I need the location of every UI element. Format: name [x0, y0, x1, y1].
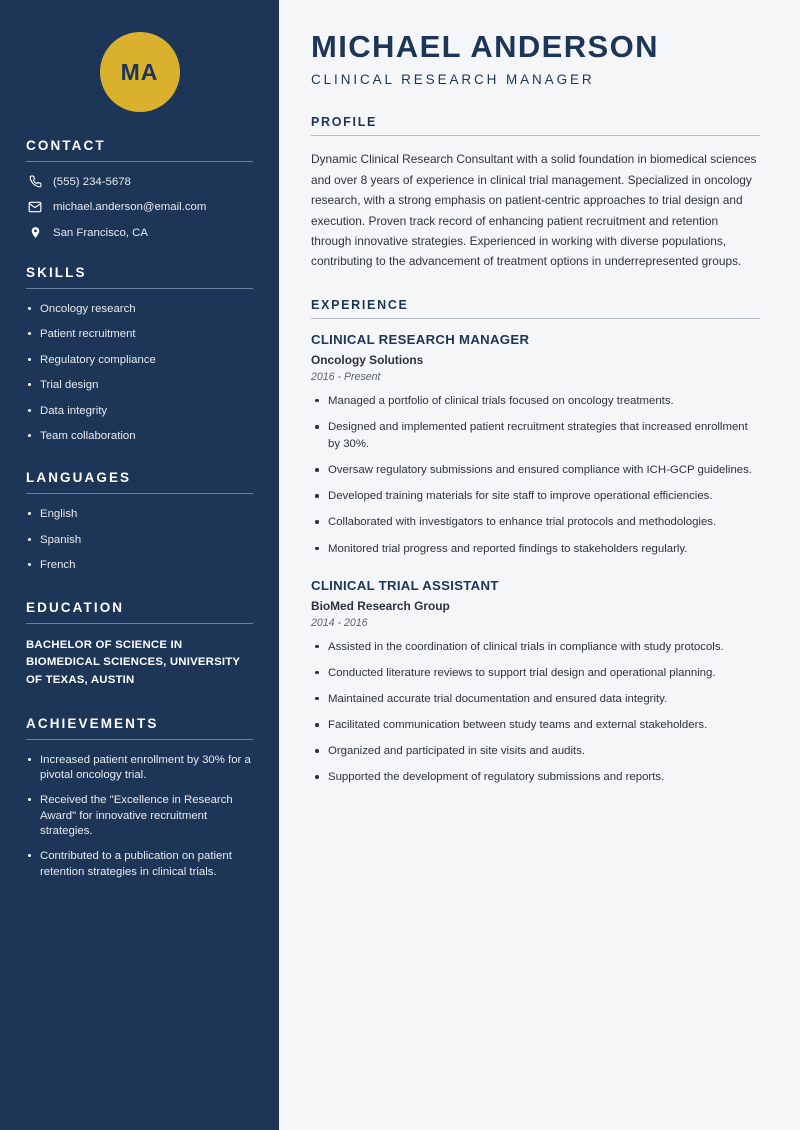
profile-heading: PROFILE — [311, 115, 378, 130]
list-item: Data integrity — [26, 404, 253, 419]
contact-item-phone — [26, 175, 253, 188]
job-bullet-list — [311, 393, 760, 558]
list-item: Organized and participated in site visits and audits. — [311, 743, 760, 760]
avatar-container — [26, 0, 253, 138]
education-divider — [26, 623, 253, 624]
list-item: Regulatory compliance — [26, 353, 253, 368]
list-item: Increased patient enrollment by 30% for a pivotal oncology trial. — [26, 753, 253, 784]
list-item: Received the "Excellence in Research Award" for innovative recruitment strategies. — [26, 793, 253, 839]
list-item: Trial design — [26, 378, 253, 393]
experience-entry — [311, 332, 760, 558]
skills-divider — [26, 288, 253, 289]
job-bullet-list — [311, 639, 760, 787]
profile-text: Dynamic Clinical Research Consultant with a solid foundation in biomedical sciences and over 8 years of experience in clinical trial management. Specialized in oncology research, with a strong emphasis on patient-centric approaches to trial design and execution. Proven track record of enhancing patient recruitment and retention through innovative strategies. Experienced in working with diverse populations, contributing to the advancement of treatment options in underrepresented groups. — [311, 152, 757, 269]
languages-list — [26, 507, 253, 573]
job-company: BioMed Research Group — [311, 598, 450, 613]
experience-entry — [311, 578, 760, 787]
page-title: MICHAEL ANDERSON — [311, 29, 659, 64]
list-item: Team collaboration — [26, 429, 253, 444]
job-title-subheading: CLINICAL RESEARCH MANAGER — [311, 72, 595, 88]
contact-location-value: San Francisco, CA — [53, 226, 148, 239]
education-entry: BACHELOR OF SCIENCE IN BIOMEDICAL SCIENCES, UNIVERSITY OF TEXAS, AUSTIN — [26, 638, 241, 686]
contact-heading: CONTACT — [26, 138, 106, 153]
skills-heading: SKILLS — [26, 265, 87, 280]
profile-section — [311, 115, 760, 272]
languages-divider — [26, 493, 253, 494]
job-role: CLINICAL TRIAL ASSISTANT — [311, 577, 499, 593]
list-item: Oversaw regulatory submissions and ensured compliance with ICH-GCP guidelines. — [311, 462, 760, 479]
sidebar — [0, 0, 279, 1130]
education-section — [26, 600, 253, 690]
languages-section — [26, 470, 253, 573]
skills-section — [26, 265, 253, 444]
list-item: Contributed to a publication on patient retention strategies in clinical trials. — [26, 849, 253, 880]
contact-item-email — [26, 200, 253, 214]
location-pin-icon — [26, 226, 44, 239]
contact-section — [26, 138, 253, 239]
list-item: Facilitated communication between study teams and external stakeholders. — [311, 717, 760, 734]
contact-email-value: michael.anderson@email.com — [53, 201, 207, 213]
contact-divider — [26, 161, 253, 162]
avatar: MA — [100, 32, 180, 112]
achievements-heading: ACHIEVEMENTS — [26, 715, 159, 731]
list-item: English — [26, 507, 253, 522]
list-item: Assisted in the coordination of clinical trials in compliance with study protocols. — [311, 639, 760, 656]
achievements-list — [26, 753, 253, 881]
experience-heading: EXPERIENCE — [311, 297, 409, 312]
main-content — [279, 0, 800, 1130]
list-item: Managed a portfolio of clinical trials focused on oncology treatments. — [311, 393, 760, 410]
job-company: Oncology Solutions — [311, 352, 424, 367]
languages-heading: LANGUAGES — [26, 470, 132, 486]
list-item: Oncology research — [26, 302, 253, 317]
list-item: Conducted literature reviews to support trial design and operational planning. — [311, 665, 760, 682]
achievements-divider — [26, 739, 253, 740]
list-item: Developed training materials for site staff to improve operational efficiencies. — [311, 488, 760, 505]
list-item: French — [26, 558, 253, 573]
profile-divider — [311, 135, 760, 136]
contact-phone-value: (555) 234-5678 — [53, 175, 131, 188]
list-item: Maintained accurate trial documentation and ensured data integrity. — [311, 691, 760, 708]
job-dates: 2014 - 2016 — [311, 616, 368, 629]
email-icon — [26, 200, 44, 214]
list-item: Collaborated with investigators to enhance trial protocols and methodologies. — [311, 514, 760, 531]
experience-section — [311, 298, 760, 786]
list-item: Patient recruitment — [26, 327, 253, 342]
phone-icon — [26, 175, 44, 188]
job-role: CLINICAL RESEARCH MANAGER — [311, 331, 530, 347]
education-heading: EDUCATION — [26, 599, 125, 615]
achievements-section — [26, 716, 253, 881]
list-item: Spanish — [26, 533, 253, 548]
job-dates: 2016 - Present — [311, 370, 381, 383]
list-item: Supported the development of regulatory submissions and reports. — [311, 769, 760, 786]
experience-divider — [311, 318, 760, 319]
list-item: Designed and implemented patient recruitment strategies that increased enrollment by 30%. — [311, 419, 760, 453]
skills-list — [26, 302, 253, 444]
contact-item-location — [26, 226, 253, 239]
list-item: Monitored trial progress and reported findings to stakeholders regularly. — [311, 541, 760, 558]
